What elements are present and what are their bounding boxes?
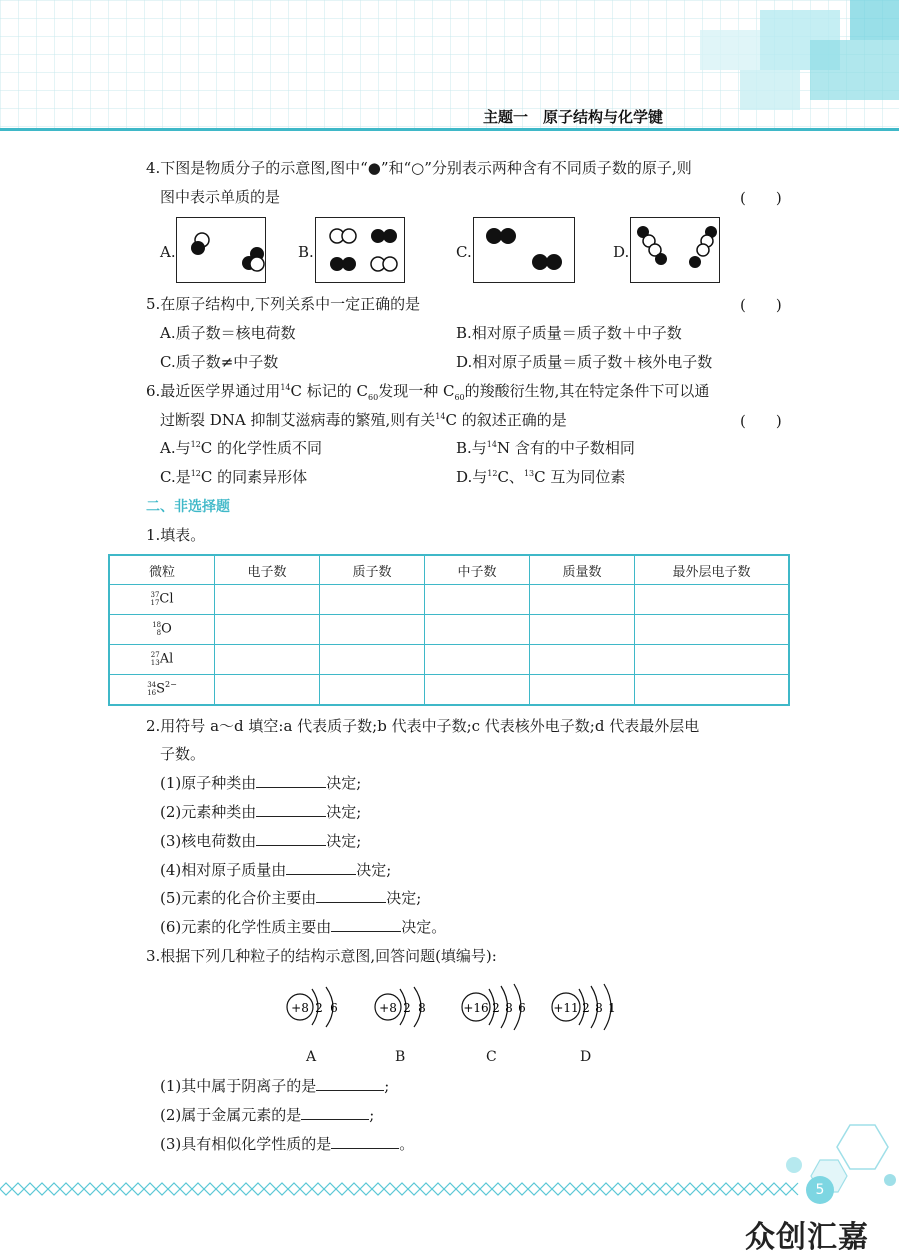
q2-item-6: (6)元素的化学性质主要由 决定。 <box>160 918 447 936</box>
q2-item-2: (2)元素种类由 决定; <box>160 803 362 821</box>
q6-option-c: C.是$^{12}$C 的同素异形体 <box>160 468 308 486</box>
watermark-logo: 众创汇嘉 <box>745 1220 869 1255</box>
q2-line2: 子数。 <box>160 745 206 763</box>
footer-hexagon-decoration <box>780 1120 899 1210</box>
answer-cell[interactable] <box>320 674 425 705</box>
atom-label-a: A <box>306 1049 317 1065</box>
q4-option-c-label: C. <box>456 243 472 261</box>
table-header-cell: 微粒 <box>109 555 215 585</box>
q3-item-3: (3)具有相似化学性质的是 。 <box>160 1135 415 1153</box>
svg-text:1: 1 <box>608 1001 616 1015</box>
q3-item-1: (1)其中属于阴离子的是 ; <box>160 1077 390 1095</box>
q4-line1: 4.下图是物质分子的示意图,图中“●”和“○”分别表示两种含有不同质子数的原子,则 <box>146 159 692 177</box>
q6-line1: 6.最近医学界通过用$^{14}$C 标记的 $C_{60}$发现一种 $C_{60}$的羧酸衍生物,其在特定条件下可以通 <box>146 382 710 402</box>
q4-answer-paren: ( ) <box>740 189 782 207</box>
atom-diagram-c <box>458 983 540 1037</box>
answer-cell[interactable] <box>635 585 790 615</box>
q6-answer-paren: ( ) <box>740 412 782 430</box>
q2-item-1: (1)原子种类由 决定; <box>160 774 362 792</box>
answer-cell[interactable] <box>215 614 320 644</box>
svg-text:8: 8 <box>418 1001 426 1015</box>
answer-blank[interactable] <box>301 1105 369 1120</box>
answer-blank[interactable] <box>256 831 326 846</box>
answer-cell[interactable] <box>635 614 790 644</box>
footer-zigzag-decoration <box>0 1180 899 1198</box>
answer-cell[interactable] <box>425 614 530 644</box>
section-heading-non-choice: 二、非选择题 <box>146 499 230 515</box>
answer-cell[interactable] <box>215 674 320 705</box>
table-row <box>109 644 789 674</box>
particle-symbol-cell: 27 13 Al <box>109 644 215 674</box>
answer-cell[interactable] <box>425 644 530 674</box>
svg-text:2: 2 <box>315 1001 323 1015</box>
answer-cell[interactable] <box>530 614 635 644</box>
answer-cell[interactable] <box>530 644 635 674</box>
svg-text:+8: +8 <box>379 1001 397 1015</box>
q2-line1: 2.用符号 a～d 填空:a 代表质子数;b 代表中子数;c 代表核外电子数;d 代表最外层电 <box>146 717 700 735</box>
svg-text:+16: +16 <box>463 1001 489 1015</box>
table-header-cell: 中子数 <box>425 555 530 585</box>
particle-symbol-cell: 18 8 O <box>109 614 215 644</box>
q6-line2: 过断裂 DNA 抑制艾滋病毒的繁殖,则有关$^{14}$C 的叙述正确的是 <box>160 411 567 429</box>
q4-option-a-diagram <box>176 217 266 283</box>
table-row <box>109 585 789 615</box>
page-header-title: 主题一 原子结构与化学键 <box>483 108 664 126</box>
q3-stem: 3.根据下列几种粒子的结构示意图,回答问题(填编号): <box>146 947 497 965</box>
q4-option-d-diagram <box>630 217 720 283</box>
atom-label-d: D <box>580 1049 592 1065</box>
answer-cell[interactable] <box>530 674 635 705</box>
q3-item-2: (2)属于金属元素的是 ; <box>160 1106 375 1124</box>
answer-cell[interactable] <box>635 644 790 674</box>
q5-option-b: B.相对原子质量＝质子数＋中子数 <box>456 324 682 342</box>
particle-symbol-cell: 37 17 Cl <box>109 585 215 615</box>
answer-blank[interactable] <box>331 1134 399 1149</box>
table-header-cell: 质子数 <box>320 555 425 585</box>
header-grid-background <box>0 0 899 130</box>
table-header-cell: 最外层电子数 <box>635 555 790 585</box>
q4-option-c-diagram <box>473 217 575 283</box>
answer-cell[interactable] <box>320 644 425 674</box>
svg-text:6: 6 <box>518 1001 526 1015</box>
q2-item-3: (3)核电荷数由 决定; <box>160 832 362 850</box>
answer-blank[interactable] <box>331 917 401 932</box>
svg-text:6: 6 <box>330 1001 338 1015</box>
answer-cell[interactable] <box>530 585 635 615</box>
q4-option-d-label: D. <box>613 243 630 261</box>
answer-cell[interactable] <box>215 585 320 615</box>
atom-diagram-b <box>370 985 440 1035</box>
table-row <box>109 614 789 644</box>
atom-label-c: C <box>486 1049 497 1065</box>
answer-blank[interactable] <box>316 1076 384 1091</box>
svg-text:+11: +11 <box>553 1001 579 1015</box>
answer-cell[interactable] <box>215 644 320 674</box>
q5-option-d: D.相对原子质量＝质子数＋核外电子数 <box>456 353 713 371</box>
q4-option-b-diagram <box>315 217 405 283</box>
q4-option-a-label: A. <box>160 243 176 261</box>
svg-text:8: 8 <box>595 1001 603 1015</box>
q6-option-a: A.与$^{12}$C 的化学性质不同 <box>160 439 323 457</box>
table-row <box>109 674 789 705</box>
q4-option-b-label: B. <box>298 243 314 261</box>
q1-fill-table-title: 1.填表。 <box>146 526 206 544</box>
answer-cell[interactable] <box>320 614 425 644</box>
answer-cell[interactable] <box>635 674 790 705</box>
q2-item-4: (4)相对原子质量由 决定; <box>160 861 392 879</box>
answer-blank[interactable] <box>256 773 326 788</box>
answer-cell[interactable] <box>425 585 530 615</box>
q5-option-a: A.质子数＝核电荷数 <box>160 324 296 342</box>
table-header-cell: 电子数 <box>215 555 320 585</box>
particle-symbol-cell: 34 16 $S^{2-}$ <box>109 674 215 705</box>
svg-text:2: 2 <box>492 1001 500 1015</box>
atom-diagram-a <box>282 985 352 1035</box>
atom-diagram-d <box>548 983 630 1037</box>
svg-text:+8: +8 <box>291 1001 309 1015</box>
q5-answer-paren: ( ) <box>740 296 782 314</box>
q5-stem: 5.在原子结构中,下列关系中一定正确的是 <box>146 295 421 313</box>
svg-text:2: 2 <box>403 1001 411 1015</box>
answer-blank[interactable] <box>316 888 386 903</box>
answer-blank[interactable] <box>286 860 356 875</box>
table-header-cell: 质量数 <box>530 555 635 585</box>
fill-table <box>108 554 790 706</box>
q6-option-d: D.与$^{12}$C、$^{13}$C 互为同位素 <box>456 468 626 486</box>
answer-cell[interactable] <box>425 674 530 705</box>
page-number: 5 <box>806 1176 834 1204</box>
atom-label-b: B <box>395 1049 406 1065</box>
svg-text:8: 8 <box>505 1001 513 1015</box>
q5-option-c: C.质子数≠中子数 <box>160 353 279 371</box>
q6-option-b: B.与$^{14}$N 含有的中子数相同 <box>456 439 635 457</box>
table-header-row <box>109 555 789 585</box>
answer-blank[interactable] <box>256 802 326 817</box>
svg-text:2: 2 <box>582 1001 590 1015</box>
header-divider <box>0 128 899 131</box>
q2-item-5: (5)元素的化合价主要由 决定; <box>160 889 422 907</box>
q4-line2: 图中表示单质的是 <box>160 188 281 206</box>
answer-cell[interactable] <box>320 585 425 615</box>
